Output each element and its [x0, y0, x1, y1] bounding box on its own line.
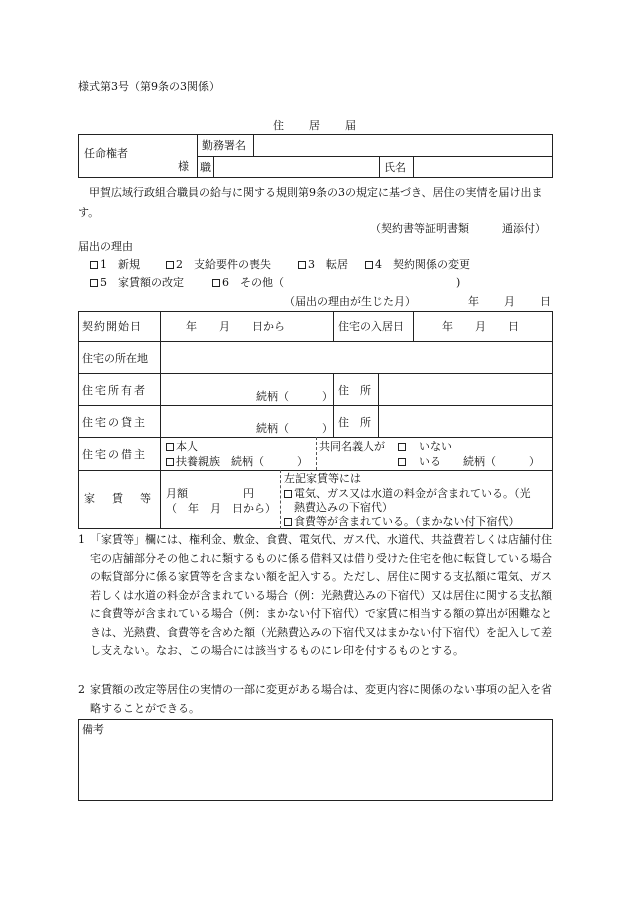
note-number: 2: [78, 683, 85, 696]
owner-relation[interactable]: 続柄（ ）: [256, 390, 333, 403]
owner-label: 住宅所有者: [82, 384, 147, 397]
checkbox-icon: [398, 458, 406, 466]
owner-address-label: 住 所: [338, 384, 371, 397]
name-label: 氏名: [384, 161, 406, 174]
checkbox-icon: [166, 443, 174, 451]
reason-year: 年: [468, 295, 479, 308]
lessor-relation[interactable]: 続柄（ ）: [256, 422, 333, 435]
checkbox-icon: [166, 261, 174, 269]
reason-option-2[interactable]: 2 支給要件の喪失: [166, 258, 271, 271]
rent-utilities-option[interactable]: 電気、ガス又は水道の料金が含まれている。（光: [284, 487, 531, 500]
move-in-label: 住宅の入居日: [338, 320, 404, 333]
checkbox-icon: [284, 518, 292, 526]
joint-exists-option[interactable]: いる 続柄（ ）: [398, 455, 540, 468]
move-in-value[interactable]: 年 月 日: [442, 320, 519, 333]
rent-label: 家 賃 等: [84, 492, 154, 505]
reason-option-6[interactable]: 6 その他（: [212, 276, 284, 289]
job-field[interactable]: [215, 158, 377, 176]
joint-none-option[interactable]: いない: [398, 440, 452, 453]
lessor-label: 住宅の貸主: [82, 416, 147, 429]
reason-label: 届出の理由: [78, 240, 133, 253]
joint-label: 共同名義人が: [319, 440, 385, 453]
note-text: 家賃額の改定等居住の実情の一部に変更がある場合は、変更内容に関係のない事項の記入を省略することができる。: [90, 683, 552, 715]
contract-start-label: 契約開始日: [82, 320, 142, 333]
checkbox-icon: [365, 261, 373, 269]
rent-monthly[interactable]: 月額 円: [166, 487, 254, 500]
rent-includes-head: 左記家賃等には: [284, 472, 361, 485]
page-title: 住 居 届: [273, 119, 357, 132]
workplace-label: 勤務署名: [202, 139, 246, 152]
reason-option-1[interactable]: 1 新規: [90, 258, 140, 271]
reason-option-3[interactable]: 3 転居: [298, 258, 348, 271]
reason-option-4[interactable]: 4 契約関係の変更: [365, 258, 470, 271]
rent-food-option[interactable]: 食費等が含まれている。（まかない付下宿代）: [284, 515, 520, 528]
lessee-dependent-option[interactable]: 扶養親族 続柄（ ）: [166, 455, 308, 468]
checkbox-icon: [90, 279, 98, 287]
reason-day: 日: [540, 295, 551, 308]
reason-occurred-label: （届出の理由が生じた月）: [284, 295, 416, 308]
lessee-label: 住宅の借主: [82, 448, 147, 461]
note-2: [78, 681, 554, 718]
contract-start-value[interactable]: 年 月 日から: [186, 320, 285, 333]
honorific-sama: 様: [178, 160, 189, 173]
declaration-text: 甲賀広域行政組合職員の給与に関する規則第9条の3の規定に基づき、居住の実情を届け出ます。: [78, 186, 543, 219]
reason-month: 月: [504, 295, 515, 308]
rent-utilities-cont: 熱費込みの下宿代）: [294, 501, 393, 514]
remarks-label: 備考: [82, 723, 104, 736]
form-id: 様式第3号（第9条の3関係）: [78, 80, 220, 93]
location-field[interactable]: [162, 344, 550, 370]
lessee-self-option[interactable]: 本人: [166, 440, 198, 453]
workplace-field[interactable]: [255, 136, 551, 154]
reason-other-field[interactable]: [291, 276, 451, 290]
checkbox-icon: [166, 458, 174, 466]
checkbox-icon: [398, 443, 406, 451]
remarks-box[interactable]: [78, 719, 553, 801]
note-text: 「家賃等」欄には、権利金、敷金、食費、電気代、ガス代、水道代、共益費若しくは店舗付住宅の店舗部分その他これに類するものに係る借料又は借り受けた住宅を他に転貸している場合の転貸部分に係る家賃等を含まない額を記入する。ただし、居住に関する支払額に電気、ガス若しくは水道の料金が含まれている場合（例：光熱費込みの下宿代）又は居住に関する支払額に食費等が含まれている場合（例：まかない付下宿代）で家賃に相当する額の算出が困難なときは、光熱費、食費等を含めた額（光熱費込みの下宿代又はまかない付下宿代）を記入して差し支えない。なお、この場合には該当するものにレ印を付するものとする。: [90, 533, 552, 657]
checkbox-icon: [212, 279, 220, 287]
note-1: [78, 531, 554, 661]
checkbox-icon: [284, 490, 292, 498]
rent-from[interactable]: （ 年 月 日から）: [166, 502, 276, 515]
note-number: 1: [78, 533, 85, 546]
reason-option-5[interactable]: 5 家賃額の改定: [90, 276, 184, 289]
job-label: 職: [200, 161, 211, 174]
attachment-note: （契約書等証明書類 通添付）: [370, 222, 546, 235]
name-field[interactable]: [415, 158, 551, 176]
lessor-address-label: 住 所: [338, 416, 371, 429]
reason-other-close: ): [456, 276, 461, 289]
appointer-label: 任命権者: [84, 147, 128, 160]
checkbox-icon: [298, 261, 306, 269]
lessor-address-field[interactable]: [380, 408, 550, 434]
owner-address-field[interactable]: [380, 376, 550, 402]
location-label: 住宅の所在地: [82, 352, 148, 365]
checkbox-icon: [90, 261, 98, 269]
